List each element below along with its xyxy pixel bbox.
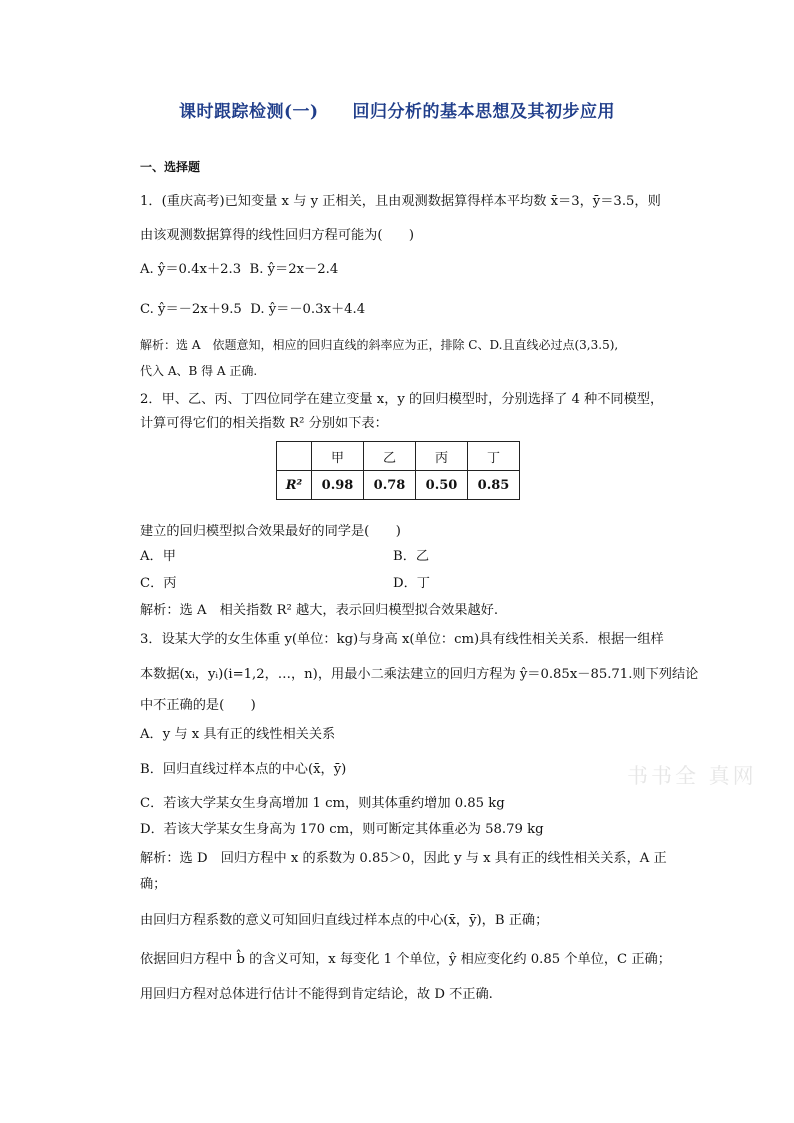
q2-option-b: B．乙	[393, 549, 430, 564]
q1-options-cd	[140, 300, 365, 320]
table-cell: 0.85	[468, 471, 520, 500]
table-header-cell	[277, 442, 312, 471]
q1-option-d: D. ŷ＝－0.3x＋4.4	[250, 302, 366, 317]
table-header-cell: 丁	[468, 442, 520, 471]
table-header-cell: 丙	[416, 442, 468, 471]
q3-solution-line1: 解析：选 D 回归方程中 x 的系数为 0.85＞0，因此 y 与 x 具有正的线性相关关系，A 正	[140, 851, 667, 866]
q1-option-a: A. ŷ＝0.4x＋2.3	[140, 262, 242, 277]
q2-stem-line2: 计算可得它们的相关指数 R² 分别如下表：	[140, 416, 388, 431]
table-cell: 0.98	[312, 471, 364, 500]
watermark: 书书全 真网	[627, 764, 757, 788]
table-header-row	[277, 442, 520, 471]
q3-solution-line2: 确；	[140, 877, 167, 892]
q3-option-c: C．若该大学某女生身高增加 1 cm，则其体重约增加 0.85 kg	[140, 796, 505, 811]
q3-option-d: D．若该大学某女生身高为 170 cm，则可断定其体重必为 58.79 kg	[140, 822, 544, 837]
q1-solution-line1: 解析：选 A 依题意知，相应的回归直线的斜率应为正，排除 C、D.且直线必过点(3,3.5),	[140, 338, 619, 352]
q3-solution-line4: 依据回归方程中 b̂ 的含义可知，x 每变化 1 个单位，ŷ 相应变化约 0.85 个单位，C 正确；	[140, 952, 671, 967]
q3-option-b: B．回归直线过样本点的中心(x̄，ȳ)	[140, 762, 347, 777]
title-left: 课时跟踪检测(一)	[178, 102, 319, 122]
q1-stem-line2: 由该观测数据算得的线性回归方程可能为( )	[140, 228, 415, 243]
table-header-cell: 甲	[312, 442, 364, 471]
q2-stem-line1: 2．甲、乙、丙、丁四位同学在建立变量 x，y 的回归模型时，分别选择了 4 种不同模型，	[140, 392, 664, 407]
table-row	[277, 471, 520, 500]
table-header-cell: 乙	[364, 442, 416, 471]
section-heading: 一、选择题	[140, 160, 201, 174]
q3-stem-line3: 中不正确的是( )	[140, 698, 256, 713]
q1-solution-line2: 代入 A、B 得 A 正确.	[140, 364, 258, 378]
q2-option-a: A．甲	[140, 549, 176, 564]
q3-solution-line5: 用回归方程对总体进行估计不能得到肯定结论，故 D 不正确.	[140, 987, 493, 1002]
q1-stem-line1: 1．(重庆高考)已知变量 x 与 y 正相关，且由观测数据算得样本平均数 x̄＝3，ȳ＝3.5，则	[140, 194, 661, 209]
table-cell: R²	[277, 471, 312, 500]
q2-option-c: C．丙	[140, 576, 177, 591]
q3-option-a: A．y 与 x 具有正的线性相关关系	[140, 727, 336, 742]
page-title	[0, 97, 794, 122]
title-right: 回归分析的基本思想及其初步应用	[352, 102, 616, 122]
q3-solution-line3: 由回归方程系数的意义可知回归直线过样本点的中心(x̄，ȳ)，B 正确；	[140, 913, 549, 928]
q2-stem-line3: 建立的回归模型拟合效果最好的同学是( )	[140, 524, 401, 539]
table-cell: 0.50	[416, 471, 468, 500]
q2-option-d: D．丁	[393, 576, 430, 591]
r2-table	[276, 441, 520, 500]
q3-stem-line1: 3．设某大学的女生体重 y(单位：kg)与身高 x(单位：cm)具有线性相关关系．根据一组样	[140, 632, 664, 647]
q1-options-ab	[140, 260, 338, 280]
q1-option-b: B. ŷ＝2x－2.4	[249, 262, 339, 277]
table-cell: 0.78	[364, 471, 416, 500]
q2-solution: 解析：选 A 相关指数 R² 越大，表示回归模型拟合效果越好.	[140, 603, 499, 618]
q1-option-c: C. ŷ＝－2x＋9.5	[140, 302, 242, 317]
q3-stem-line2: 本数据(xᵢ，yᵢ)(i=1,2，…，n)，用最小二乘法建立的回归方程为 ŷ＝0.85x－85.71.则下列结论	[140, 667, 699, 682]
